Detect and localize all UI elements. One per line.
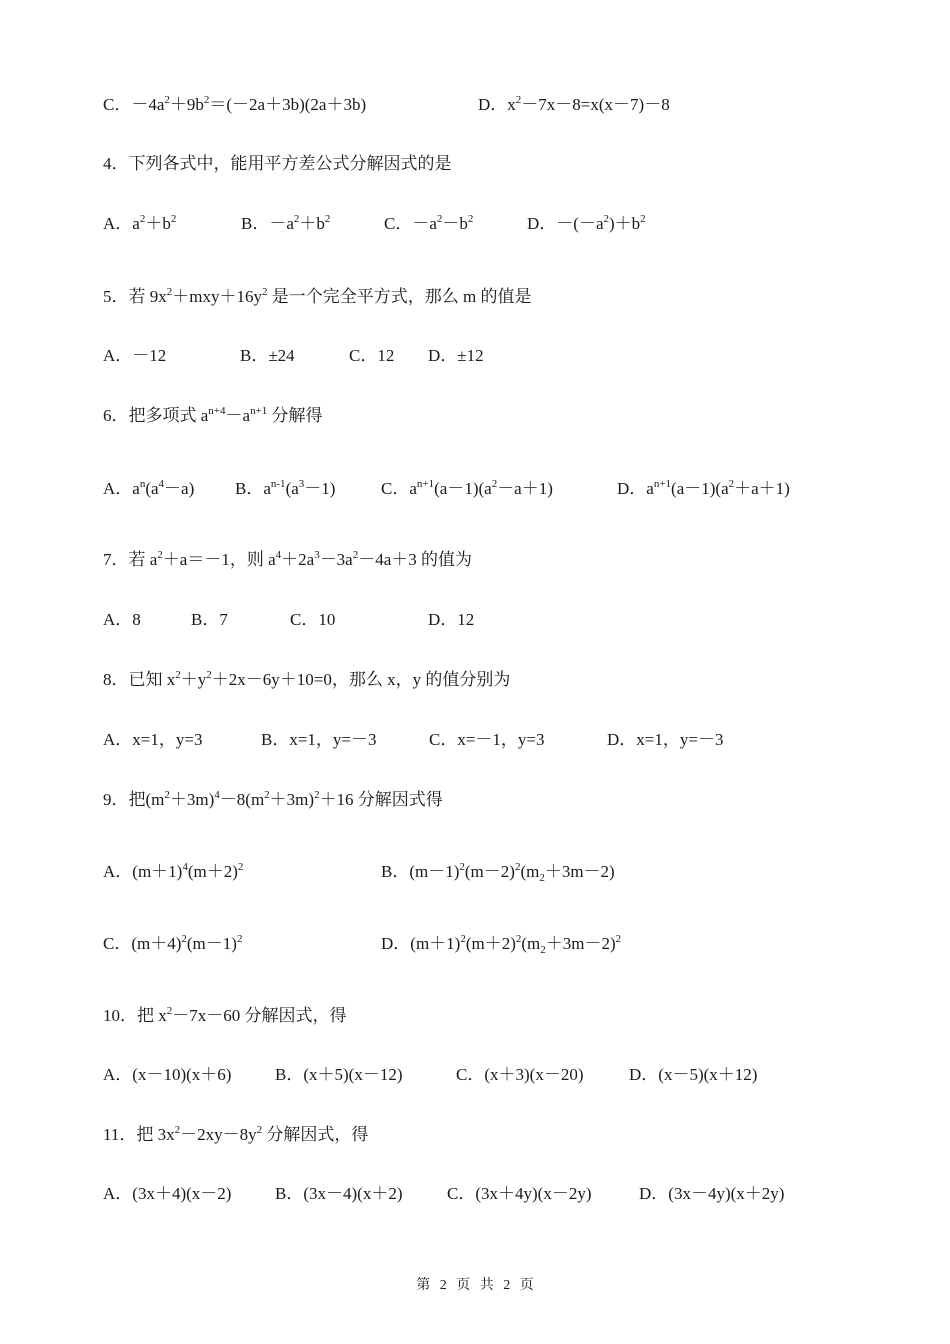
q6-option-d: D．$a^{n+1}(a-1)(a^2+a+1)$ [617,478,790,498]
q8-option-d: D．x=1，y=－3 [607,730,724,749]
q4-option-b: B．$-a^2+b^2$ [241,213,331,233]
q6-option-b: B．$a^{n-1}(a^3-1)$ [235,478,336,498]
footer-total-word: 共 [479,1278,494,1293]
q11-stem: 11．把 $3x^2-2xy-8y^2$ 分解因式，得 [103,1124,369,1144]
q10-stem: 10．把 $x^2-7x-60$ 分解因式，得 [103,1005,347,1025]
q9-option-c: C．$(m+4)^2(m-1)^2$ [103,933,243,953]
q9-option-d: D．$(m+1)^2(m+2)^2(m_2+3m-2)^2$ [381,933,622,956]
footer-total-unit: 页 [519,1278,534,1293]
q9-stem: 9．把$(m^2+3m)^4-8(m^2+3m)^2+16$ 分解因式得 [103,789,443,809]
q4-option-a: A．$a^2+b^2$ [103,213,177,233]
q10-option-c: C．(x＋3)(x－20) [456,1065,584,1084]
q8-option-a: A．x=1，y=3 [103,730,203,749]
q5-option-d: D．±12 [428,346,484,365]
q6-stem: 6．把多项式 $a^{n+4}-a^{n+1}$ 分解得 [103,405,323,425]
q3-option-d: D．$x^2-7x-8=x(x-7)-8$ [478,94,670,114]
q11-option-c: C．(3x＋4y)(x－2y) [447,1184,592,1203]
q10-option-a: A．(x－10)(x＋6) [103,1065,232,1084]
q4-option-c: C．$-a^2-b^2$ [384,213,474,233]
q8-stem: 8．已知 $x^2+y^2+2x-6y+10=0$，那么 x，y 的值分别为 [103,669,511,689]
footer-page-unit: 页 [456,1278,471,1293]
q7-stem: 7．若 $a^2+a=-1$，则 $a^4+2a^3-3a^2-4a+3$ 的值为 [103,549,473,569]
q6-option-c: C．$a^{n+1}(a-1)(a^2-a+1)$ [381,478,553,498]
q6-option-a: A．$a^n(a^4-a)$ [103,478,195,498]
page-footer [0,1274,950,1294]
q8-option-c: C．x=－1，y=3 [429,730,545,749]
q7-option-d: D．12 [428,610,475,629]
q7-option-b: B．7 [191,610,228,629]
q5-option-c: C．12 [349,346,395,365]
q5-stem: 5．若 $9x^2+mxy+16y^2$ 是一个完全平方式，那么 m 的值是 [103,286,532,306]
q9-option-b: B．$(m-1)^2(m-2)^2(m_2+3m-2)$ [381,861,615,884]
q10-option-b: B．(x＋5)(x－12) [275,1065,403,1084]
q9-option-a: A．$(m+1)^4(m+2)^2$ [103,861,244,881]
footer-page-word: 第 [416,1278,431,1293]
q5-option-b: B．±24 [240,346,295,365]
q4-stem: 4．下列各式中，能用平方差公式分解因式的是 [103,154,452,173]
q10-option-d: D．(x－5)(x＋12) [629,1065,758,1084]
q11-option-a: A．(3x＋4)(x－2) [103,1184,232,1203]
q7-option-a: A．8 [103,610,141,629]
q3-option-c: C．$-4a^2+9b^2=(-2a+3b)(2a+3b)$ [103,94,367,114]
q11-option-b: B．(3x－4)(x＋2) [275,1184,403,1203]
q7-option-c: C．10 [290,610,336,629]
footer-page-num: 2 [439,1278,447,1293]
q11-option-d: D．(3x－4y)(x＋2y) [639,1184,785,1203]
footer-total-num: 2 [503,1278,511,1293]
q5-option-a: A．－12 [103,346,167,365]
q4-option-d: D．$-(-a^2)+b^2$ [527,213,646,233]
q8-option-b: B．x=1，y=－3 [261,730,377,749]
